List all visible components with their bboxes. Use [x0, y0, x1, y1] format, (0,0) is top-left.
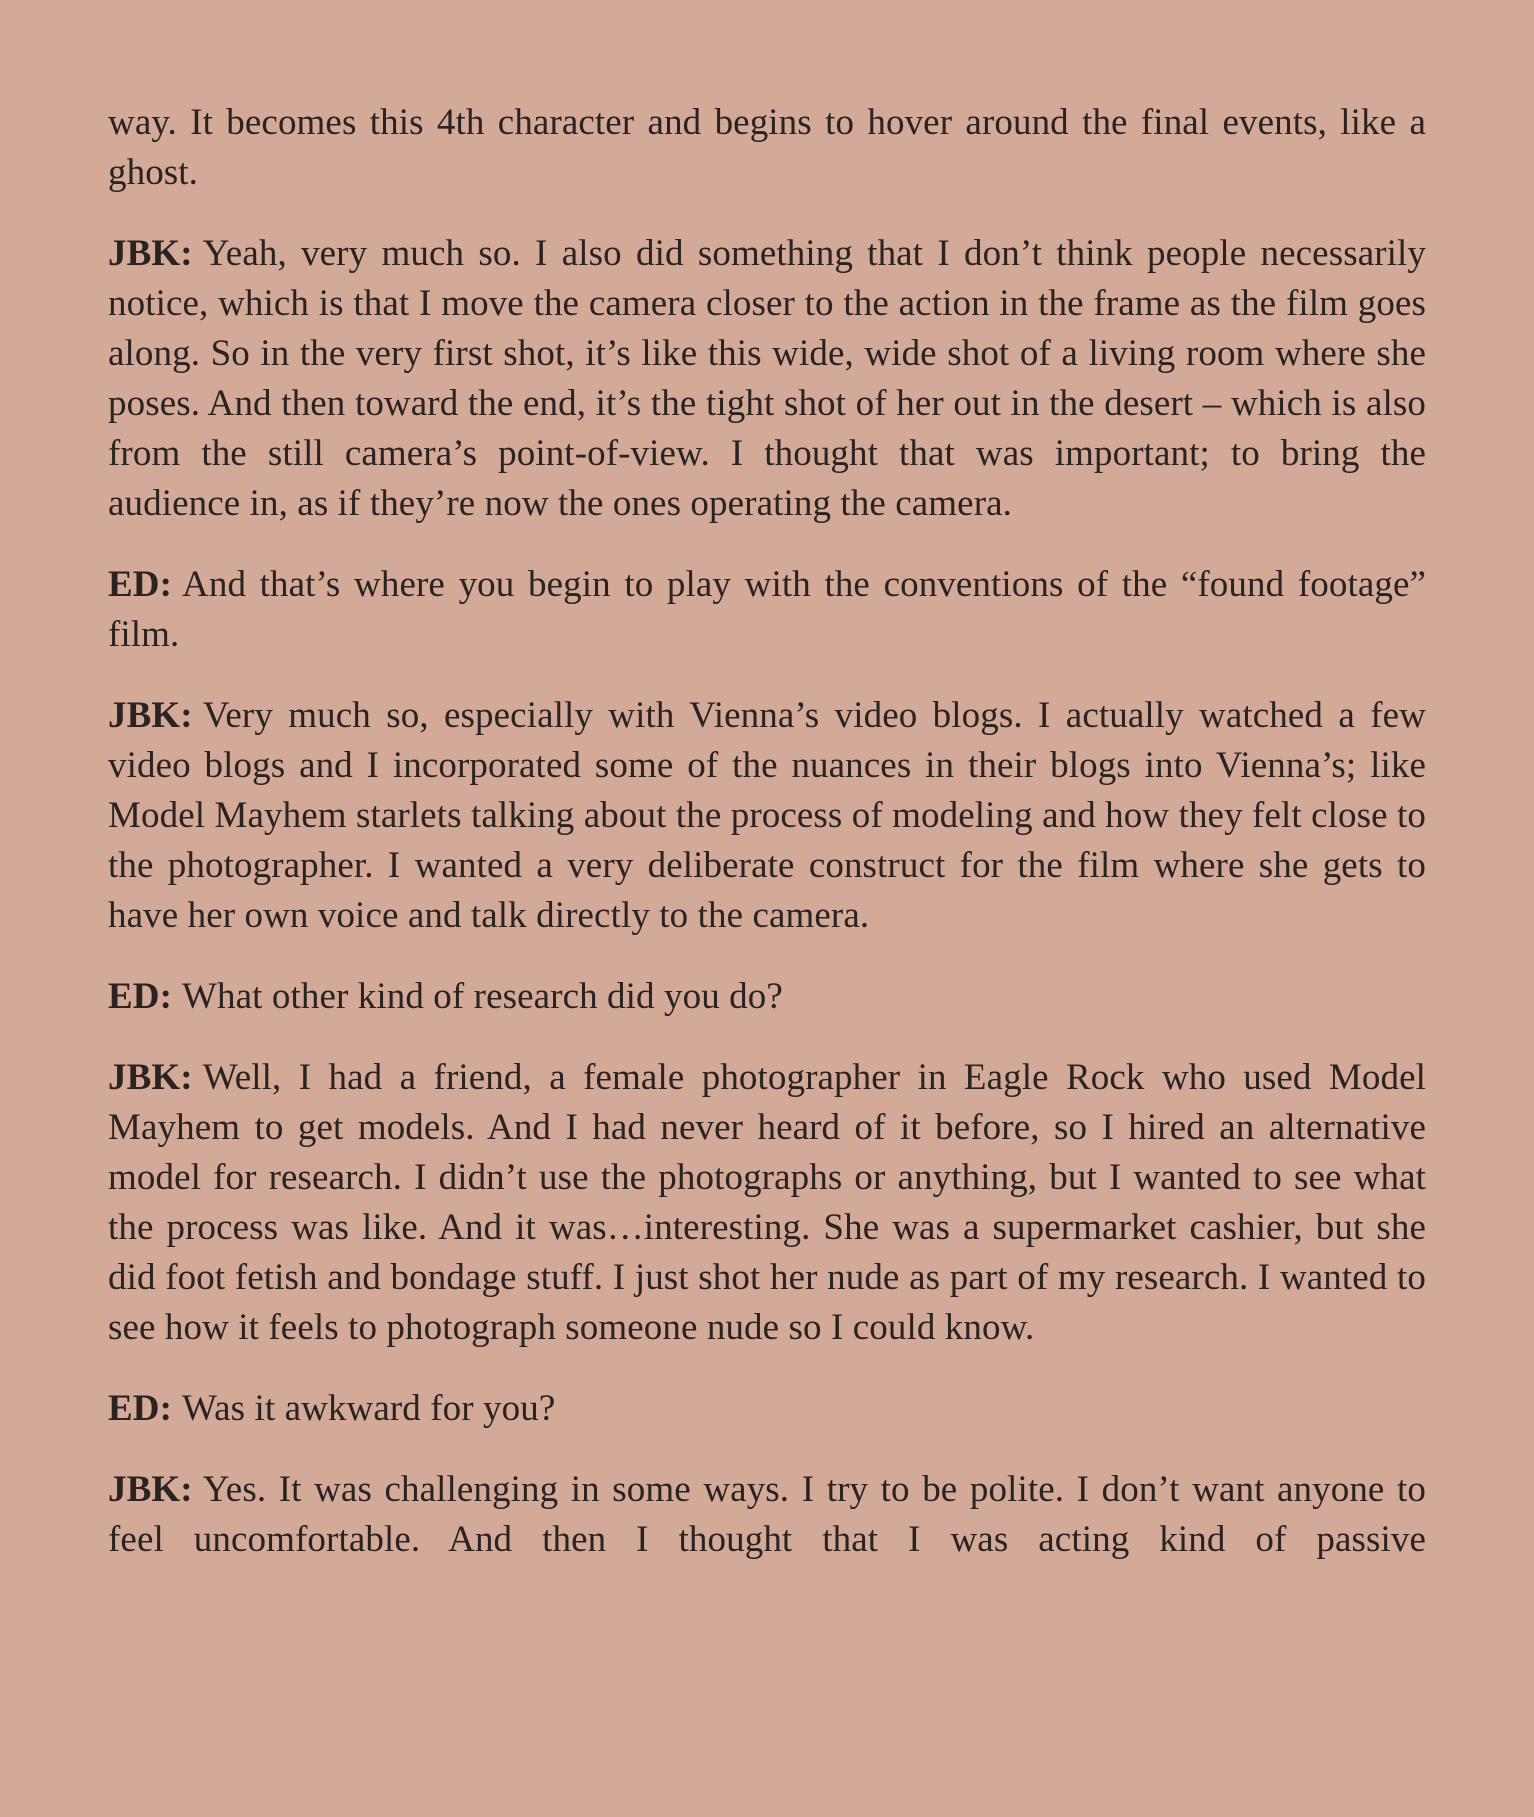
paragraph-text: Yes. It was challenging in some ways. I try to be polite. I don’t want anyone to feel uncomfortable. And then I thought that I was acting kind of passive [108, 1469, 1426, 1560]
paragraph-ed [108, 560, 1426, 660]
paragraph-text: Very much so, especially with Vienna’s video blogs. I actually watched a few video blogs and I incorporated some of the nuances in their blogs into Vienna’s; like Model Mayhem starlets talking about the process of modeling and how they felt close to the photographer. I wanted a very deliberate construct for the film where she gets to have her own voice and talk directly to the camera. [108, 695, 1426, 936]
speaker-label: ED: [108, 976, 173, 1017]
paragraph-text: What other kind of research did you do? [182, 976, 783, 1017]
speaker-label: JBK: [108, 233, 193, 274]
speaker-label: ED: [108, 564, 173, 605]
paragraph-ed [108, 972, 1426, 1022]
paragraph-text: Well, I had a friend, a female photographer in Eagle Rock who used Model Mayhem to get models. And I had never heard of it before, so I hired an alternative model for research. I didn’t use the photographs or anything, but I wanted to see what the process was like. And it was…interesting. She was a supermarket cashier, but she did foot fetish and bondage stuff. I just shot her nude as part of my research. I wanted to see how it feels to photograph someone nude so I could know. [108, 1057, 1426, 1348]
paragraph-jbk [108, 229, 1426, 529]
paragraph-jbk [108, 1053, 1426, 1353]
speaker-label: JBK: [108, 1057, 193, 1098]
speaker-label: JBK: [108, 695, 193, 736]
paragraph-ed [108, 1384, 1426, 1434]
interview-page [108, 98, 1426, 1565]
paragraph-text: Was it awkward for you? [182, 1388, 556, 1429]
speaker-label: JBK: [108, 1469, 193, 1510]
paragraph-text: And that’s where you begin to play with the conventions of the “found footage” film. [108, 564, 1426, 655]
paragraph-jbk [108, 691, 1426, 941]
speaker-label: ED: [108, 1388, 173, 1429]
paragraph-text: Yeah, very much so. I also did something that I don’t think people necessarily notice, which is that I move the camera closer to the action in the frame as the film goes along. So in the very first shot, it’s like this wide, wide shot of a living room where she poses. And then toward the end, it’s the tight shot of her out in the desert – which is also from the still camera’s point-of-view. I thought that was important; to bring the audience in, as if they’re now the ones operating the camera. [108, 233, 1426, 524]
paragraph-text: way. It becomes this 4th character and begins to hover around the final events, like a ghost. [108, 102, 1426, 193]
paragraph-continuation [108, 98, 1426, 198]
paragraph-jbk [108, 1465, 1426, 1565]
